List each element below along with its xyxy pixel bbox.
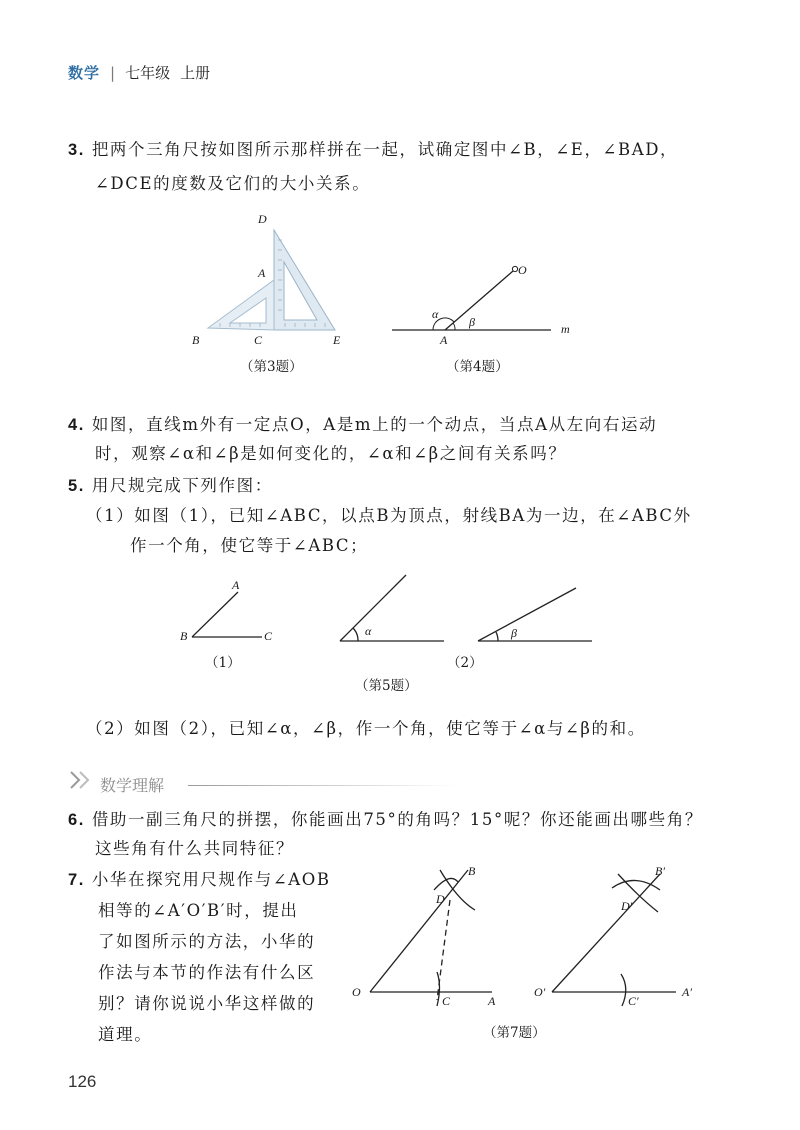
section-title: 数学理解 [100,776,165,795]
fig5-sub2: （2） [447,655,483,671]
fig7-arc-c2 [621,974,626,1006]
fig7-label-c: C [442,994,451,1008]
fig7-label-d-prime: D′ [621,899,633,913]
page-header [68,62,210,83]
figure-4 [385,258,560,343]
point-o [512,266,517,271]
fig7-label-c-prime: C′ [628,994,639,1008]
q7-line3: 了如图所示的方法，小华的 [98,932,316,951]
fig4-label-a: A [440,333,448,347]
fig7-ray-ob [370,870,468,992]
fig5-ray-ba [192,592,238,637]
fig4-label-alpha: α [432,307,439,321]
header-grade: 七年级 [125,64,171,82]
figure-3 [190,210,360,350]
q3-text1: 把两个三角尺按如图所示那样拼在一起，试确定图中∠B，∠E，∠BAD， [91,140,679,159]
q6-line2: 这些角有什么共同特征？ [95,839,295,858]
page-number: 126 [68,1072,97,1091]
q7-line1 [68,866,331,890]
figure-5 [180,570,600,650]
fig7-label-a: A [488,994,496,1008]
fig5-arc-alpha [353,628,358,641]
fig7-label-o: O [352,985,361,999]
fig7-label-b-prime: B′ [655,864,665,878]
q6-text1: 借助一副三角尺的拼摆，你能画出75°的角吗？15°呢？你还能画出哪些角？ [91,810,703,829]
q6-number: 6. [68,811,85,829]
section-divider [188,785,458,786]
fig5-caption: （第5题） [355,678,418,694]
header-subject: 数学 [68,64,101,82]
q7-line5: 别？请你说说小华这样做的 [98,994,316,1013]
q7-line4: 作法与本节的作法有什么区 [98,963,316,982]
fig5-label-beta: β [511,626,517,640]
fig5-arc-beta [496,632,498,641]
fig7-label-o-prime: O′ [534,985,546,999]
fig3-caption: （第3题） [240,359,303,375]
large-set-square [274,230,335,330]
fig3-label-c: C [254,333,263,347]
fig3-label-b: B [192,333,200,347]
header-separator: | [110,64,116,82]
q4-line2: 时，观察∠α和∠β是如何变化的，∠α和∠β之间有关系吗？ [95,444,567,463]
header-volume: 上册 [180,64,211,82]
fig7-caption: （第7题） [483,1025,546,1041]
q5-line-intro [68,472,273,496]
fig3-label-e: E [333,333,341,347]
q5-part1-line2: 作一个角，使它等于∠ABC； [130,536,369,555]
small-set-square [208,280,274,330]
q4-text1: 如图，直线m外有一定点O，A是m上的一个动点，当点A从左向右运动 [91,415,658,434]
fig5-beta-side2 [478,588,576,641]
fig7-label-a-prime: A′ [682,985,692,999]
fig5-label-b: B [180,629,188,643]
q7-line6: 道理。 [98,1025,153,1044]
q5-part1-line1: （1）如图（1），已知∠ABC，以点B为顶点，射线BA为一边，在∠ABC外 [86,506,692,525]
q4-line1 [68,411,657,435]
segment-ao [445,271,513,330]
fig5-sub1: （1） [205,655,241,671]
q4-number: 4. [68,416,85,434]
q6-line1 [68,806,703,830]
q7-line2: 相等的∠A′O′B′时，提出 [98,901,299,920]
chevron-right-icon [68,768,98,792]
q3-number: 3. [68,141,85,159]
fig4-label-beta: β [469,315,475,329]
q7-text1: 小华在探究用尺规作与∠AOB [91,870,331,889]
fig7-ray-o2b2 [552,874,660,992]
fig5-alpha-side2 [340,575,406,641]
fig7-arc-c [437,972,440,1006]
fig4-label-m: m [561,322,570,336]
fig4-caption: （第4题） [446,359,509,375]
fig4-label-o: O [518,263,527,277]
q5-part2: （2）如图（2），已知∠α，∠β，作一个角，使它等于∠α与∠β的和。 [86,719,646,738]
q7-number: 7. [68,871,85,889]
fig3-label-d: D [258,212,267,226]
fig5-label-alpha: α [365,624,372,638]
fig5-label-c: C [264,629,273,643]
arc-beta [453,323,455,330]
q5-number: 5. [68,477,85,495]
fig7-label-d: D [436,892,445,906]
q5-intro: 用尺规完成下列作图： [91,476,273,495]
fig7-label-b: B [468,864,476,878]
figure-7 [340,860,710,1020]
fig3-label-a: A [258,266,266,280]
fig5-label-a: A [232,578,240,592]
q3-line1 [68,136,678,160]
q3-line2: ∠DCE的度数及它们的大小关系。 [95,174,371,193]
